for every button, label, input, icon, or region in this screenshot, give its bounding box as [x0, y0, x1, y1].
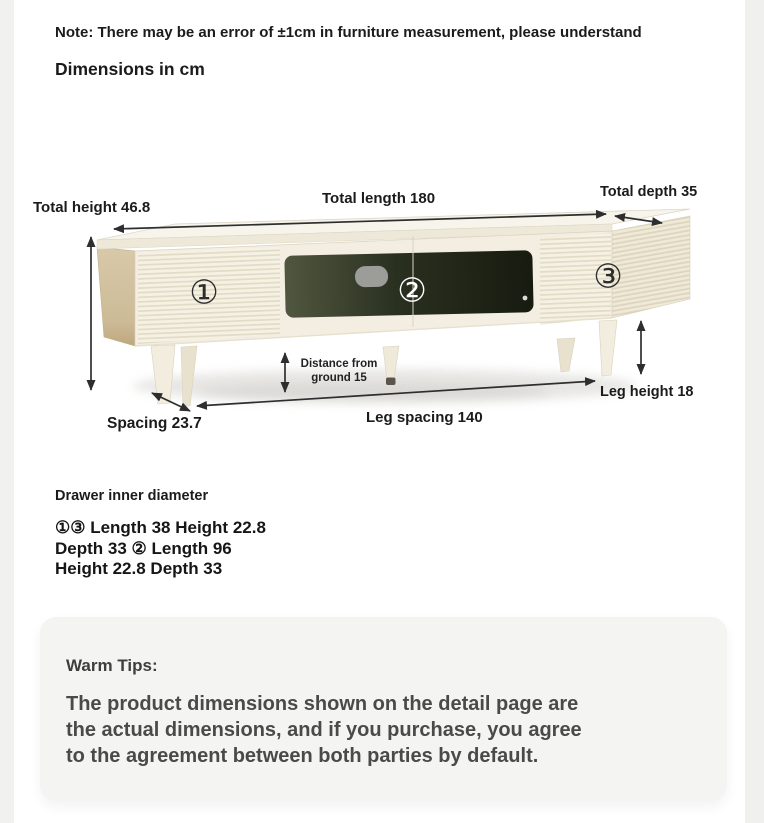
drawer-spec-line: Height 22.8 Depth 33 [55, 559, 223, 578]
cabinet-leg-front-right [599, 320, 617, 376]
spacing-label: Spacing 23.7 [107, 415, 202, 432]
total-depth-label: Total depth 35 [600, 184, 698, 200]
dimensions-title: Dimensions in cm [55, 59, 205, 79]
cabinet-left-end-panel [97, 247, 135, 346]
cabinet-right-end-panel [612, 216, 690, 318]
leg-height-label: Leg height 18 [600, 384, 694, 400]
cabinet-leg-middle-foot [386, 378, 396, 386]
drawer-spec-line: Depth 33 ② Length 96 [55, 538, 232, 558]
drawer-spec-line: ①③ Length 38 Height 22.8 [55, 518, 266, 537]
total-height-label: Total height 46.8 [33, 199, 151, 216]
warm-tips-line: The product dimensions shown on the detail page are [66, 693, 579, 715]
measurement-note: Note: There may be an error of ±1cm in furniture measurement, please understand [55, 24, 642, 41]
drawer-3-marker: ③ [593, 256, 623, 296]
drawer-1-marker: ① [189, 272, 219, 312]
cabinet-leg-back-right [557, 338, 575, 372]
drawer-inner-diameter-title: Drawer inner diameter [55, 488, 209, 504]
glass-reflection-dot [523, 296, 528, 301]
distance-from-ground-label: Distance from ground 15 [300, 358, 378, 384]
warm-tips-box [40, 617, 727, 801]
cable-hole [355, 266, 388, 288]
total-length-label: Total length 180 [322, 190, 436, 207]
warm-tips-title: Warm Tips: [66, 656, 158, 675]
drawer-spec-text [55, 518, 266, 580]
warm-tips-line: to the agreement between both parties by default. [66, 745, 539, 767]
cabinet-floor-shadow-inner [200, 383, 550, 401]
leg-spacing-label: Leg spacing 140 [366, 409, 483, 426]
warm-tips-line: the actual dimensions, and if you purchase, you agree [66, 719, 582, 741]
drawer-2-marker: ② [397, 270, 427, 310]
